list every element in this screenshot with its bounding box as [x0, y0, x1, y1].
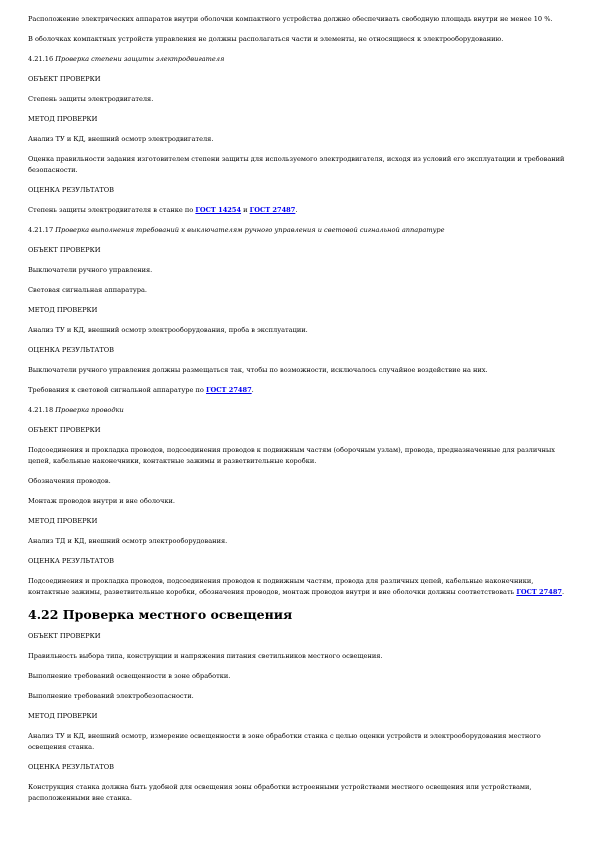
- paragraph: Выполнение требований электробезопасности.: [28, 692, 194, 700]
- paragraph: Правильность выбора типа, конструкции и напряжения питания светильников местного освещения.: [28, 652, 383, 660]
- method-label: МЕТОД ПРОВЕРКИ: [28, 306, 98, 314]
- text-span: Подсоединения и прокладка проводов, подсоединения проводов к подвижным частям, провода для различных цепей, кабельные наконечники, контактные зажимы, разветвительные коробки, обозначения проводов, монтаж проводов внутри и вне оболочки должны соответствовать: [28, 577, 534, 596]
- paragraph: Анализ ТУ и КД, внешний осмотр, измерение освещенности в зоне обработки станка с целью оценки устройств и электрооборудования местного освещения станка.: [28, 732, 541, 751]
- paragraph: [28, 205, 567, 216]
- paragraph: [28, 385, 567, 396]
- result-label: ОЦЕНКА РЕЗУЛЬТАТОВ: [28, 346, 115, 354]
- object-label: ОБЪЕКТ ПРОВЕРКИ: [28, 426, 101, 434]
- result-label: ОЦЕНКА РЕЗУЛЬТАТОВ: [28, 557, 115, 565]
- paragraph: Расположение электрических аппаратов внутри оболочки компактного устройства должно обеспечивать свободную площадь внутри не менее 10 %.: [28, 15, 553, 23]
- section-heading-4-21-16: [28, 54, 567, 65]
- paragraph: В оболочках компактных устройств управления не должны располагаться части и элементы, не относящиеся к электрооборудованию.: [28, 35, 504, 43]
- method-label: МЕТОД ПРОВЕРКИ: [28, 712, 98, 720]
- text-span: .: [562, 588, 565, 596]
- paragraph: Анализ ТД и КД, внешний осмотр электрооборудования.: [28, 537, 228, 545]
- section-number: 4.21.16: [28, 55, 56, 63]
- section-title: Проверка выполнения требований к выключателям ручного управления и световой сигнальной аппаратуре: [55, 226, 445, 234]
- paragraph: Монтаж проводов внутри и вне оболочки.: [28, 497, 175, 505]
- paragraph: Выполнение требований освещенности в зоне обработки.: [28, 672, 231, 680]
- paragraph: Конструкция станка должна быть удобной для освещения зоны обработки встроенными устройствами местного освещения или устройствами, расположенными вне станка.: [28, 783, 532, 802]
- heading-4-22: 4.22 Проверка местного освещения: [28, 607, 293, 622]
- section-heading-4-21-17: [28, 225, 567, 236]
- paragraph: Подсоединения и прокладка проводов, подсоединения проводов к подвижным частям (оборочным узлам), провода, предназначенные для различных цепей, кабельные наконечники, контактные зажимы и разветвительные коробки.: [28, 446, 555, 465]
- method-label: МЕТОД ПРОВЕРКИ: [28, 517, 98, 525]
- object-label: ОБЪЕКТ ПРОВЕРКИ: [28, 246, 101, 254]
- section-title: Проверка степени защиты электродвигателя: [55, 55, 225, 63]
- paragraph: Степень защиты электродвигателя.: [28, 95, 154, 103]
- gost-14254-link[interactable]: ГОСТ 14254: [195, 206, 242, 214]
- gost-27487-link[interactable]: ГОСТ 27487: [516, 588, 562, 596]
- text-span: и: [241, 206, 250, 214]
- section-number: 4.21.17: [28, 226, 56, 234]
- result-label: ОЦЕНКА РЕЗУЛЬТАТОВ: [28, 763, 115, 771]
- paragraph: Выключатели ручного управления должны размещаться так, чтобы по возможности, исключалось случайное воздействие на них.: [28, 366, 488, 374]
- paragraph: Световая сигнальная аппаратура.: [28, 286, 147, 294]
- object-label: ОБЪЕКТ ПРОВЕРКИ: [28, 75, 101, 83]
- text-span: .: [251, 386, 254, 394]
- paragraph: Анализ ТУ и КД, внешний осмотр электрооборудования, проба в эксплуатации.: [28, 326, 308, 334]
- section-number: 4.21.18: [28, 406, 56, 414]
- paragraph: Обозначения проводов.: [28, 477, 111, 485]
- paragraph: [28, 576, 567, 598]
- text-span: .: [295, 206, 298, 214]
- gost-27487-link[interactable]: ГОСТ 27487: [249, 206, 296, 214]
- paragraph: Оценка правильности задания изготовителем степени защиты для используемого электродвигателя, исходя из условий его эксплуатации и требований безопасности.: [28, 155, 565, 174]
- paragraph: Выключатели ручного управления.: [28, 266, 153, 274]
- result-label: ОЦЕНКА РЕЗУЛЬТАТОВ: [28, 186, 115, 194]
- paragraph: Анализ ТУ и КД, внешний осмотр электродвигателя.: [28, 135, 214, 143]
- text-span: Степень защиты электродвигателя в станке по: [28, 206, 196, 214]
- object-label: ОБЪЕКТ ПРОВЕРКИ: [28, 632, 101, 640]
- section-heading-4-21-18: [28, 405, 567, 416]
- gost-27487-link[interactable]: ГОСТ 27487: [205, 386, 252, 394]
- method-label: МЕТОД ПРОВЕРКИ: [28, 115, 98, 123]
- section-title: Проверка проводки: [55, 406, 124, 414]
- text-span: Требования к световой сигнальной аппаратуре по: [28, 386, 206, 394]
